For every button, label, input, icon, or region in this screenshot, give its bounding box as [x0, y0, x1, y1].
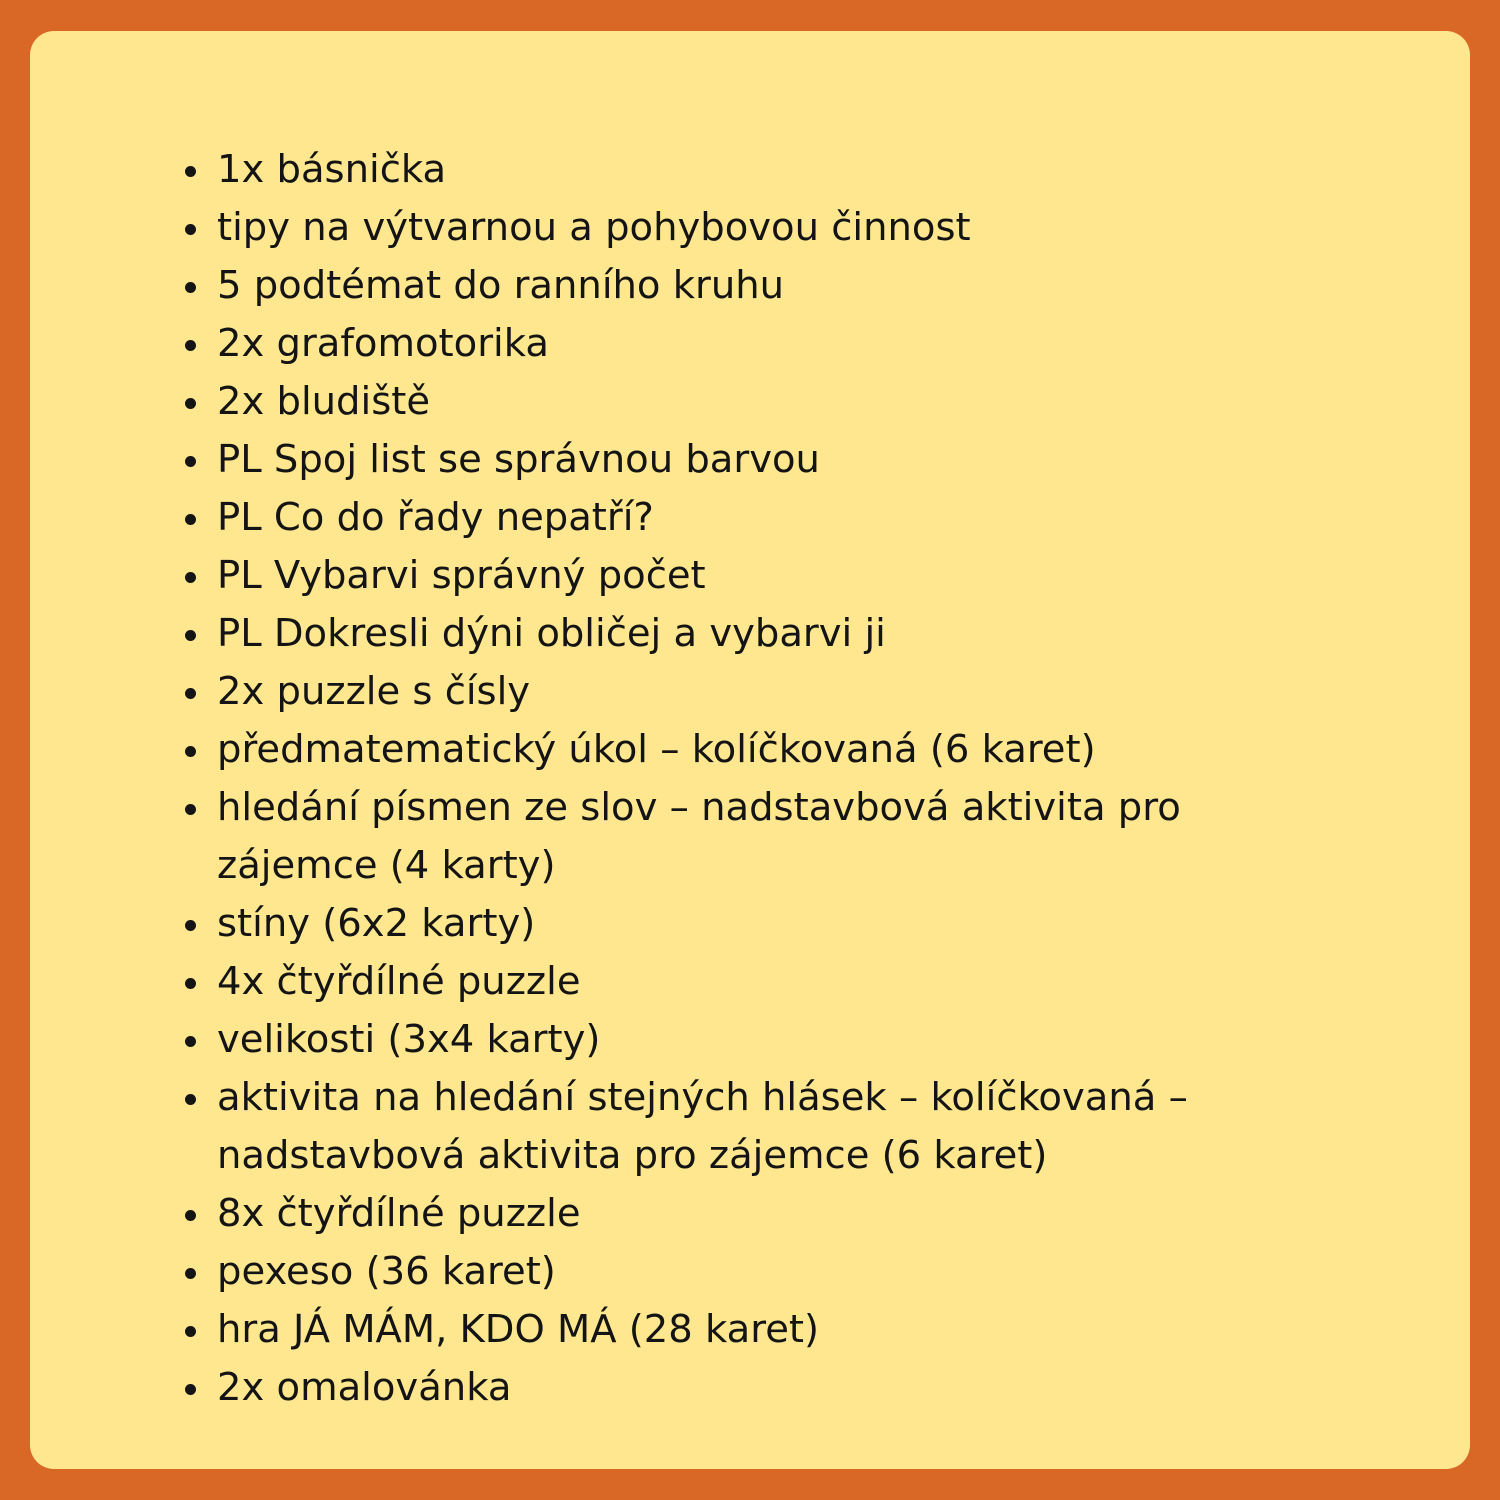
list-item: předmatematický úkol – kolíčkovaná (6 karet) [185, 721, 1295, 779]
list-item: PL Dokresli dýni obličej a vybarvi ji [185, 605, 1295, 663]
list-item: 2x grafomotorika [185, 315, 1295, 373]
list-item: 1x básnička [185, 141, 1295, 199]
list-item: tipy na výtvarnou a pohybovou činnost [185, 199, 1295, 257]
content-card [30, 31, 1470, 1469]
list-item: 2x puzzle s čísly [185, 663, 1295, 721]
list-item: velikosti (3x4 karty) [185, 1011, 1295, 1069]
list-item: PL Spoj list se správnou barvou [185, 431, 1295, 489]
list-item: 8x čtyřdílné puzzle [185, 1185, 1295, 1243]
list-item: PL Vybarvi správný počet [185, 547, 1295, 605]
list-item: hledání písmen ze slov – nadstavbová aktivita pro zájemce (4 karty) [185, 779, 1295, 895]
list-item: PL Co do řady nepatří? [185, 489, 1295, 547]
list-item: stíny (6x2 karty) [185, 895, 1295, 953]
list-item: 5 podtémat do ranního kruhu [185, 257, 1295, 315]
list-item: 2x bludiště [185, 373, 1295, 431]
list-item: 2x omalovánka [185, 1359, 1295, 1417]
contents-list [185, 141, 1295, 1417]
list-item: 4x čtyřdílné puzzle [185, 953, 1295, 1011]
list-item: pexeso (36 karet) [185, 1243, 1295, 1301]
list-item: aktivita na hledání stejných hlásek – kolíčkovaná – nadstavbová aktivita pro zájemce (6 karet) [185, 1069, 1295, 1185]
list-item: hra JÁ MÁM, KDO MÁ (28 karet) [185, 1301, 1295, 1359]
